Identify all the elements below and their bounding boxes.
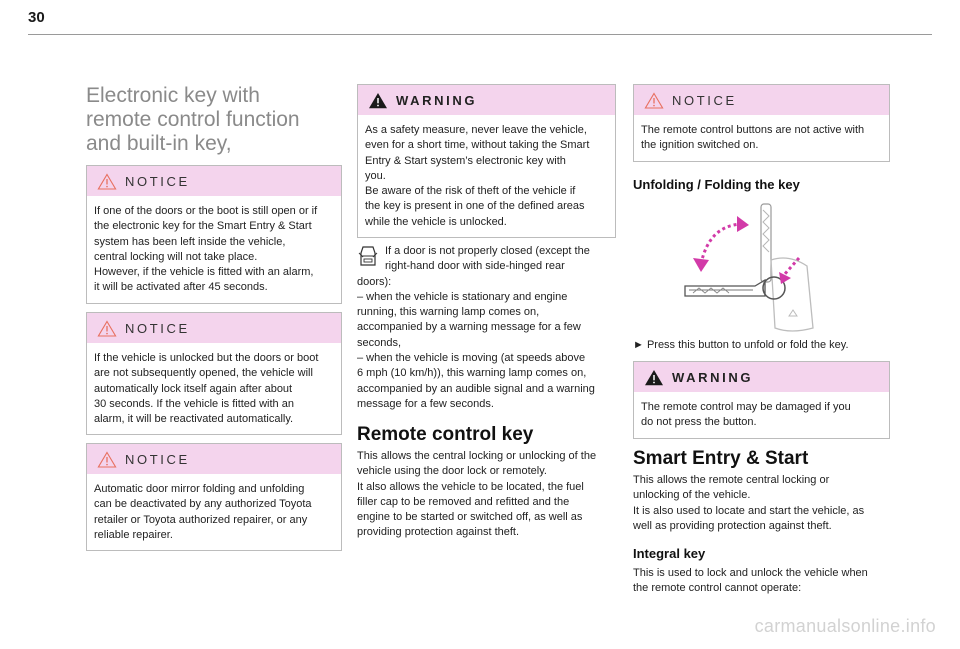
notice-label: NOTICE	[125, 173, 190, 189]
unfold-heading: Unfolding / Folding the key	[633, 177, 800, 192]
watermark: carmanualsonline.info	[754, 616, 936, 636]
smart-entry-heading: Smart Entry & Start	[633, 448, 809, 469]
notice-label: NOTICE	[125, 320, 190, 336]
notice-box	[633, 84, 890, 162]
top-rule	[28, 34, 932, 35]
notice-triangle-icon	[97, 173, 117, 190]
notice-label: NOTICE	[672, 92, 737, 108]
warning-box	[633, 361, 890, 439]
notice-box	[86, 165, 342, 304]
warning-text: As a safety measure, never leave the vehicle, even for a short time, without taking the Smart Entry & Start system’s electronic key with you. Be aware of the risk of theft of the vehicle if the key is present in one of the defined areas while the vehicle is unlocked.	[365, 124, 590, 228]
notice-triangle-icon	[97, 320, 117, 337]
door-warning-text: If a door is not properly closed (except the right-hand door with side-hinged rear doors): – when the vehicle is stationary and engine running, this warning lamp comes on, accompanied by a warning message for a few seconds, – when the vehicle is moving (at speeds above 6 mph (10 km/h)), this warning lamp comes on, accompanied by an audible signal and a warning message for a few seconds.	[357, 245, 595, 410]
remote-control-heading: Remote control key	[357, 424, 534, 445]
press-button-instruction: ► Press this button to unfold or fold the key.	[633, 339, 849, 351]
notice-box	[86, 312, 342, 435]
notice-text: If one of the doors or the boot is still open or if the electronic key for the Smart Entry & Start system has been left inside the vehicle, central locking will not take place. However, if the vehicle is fitted with an alarm, it will be activated after 45 seconds.	[94, 205, 318, 294]
notice-header	[87, 166, 341, 196]
notice-text: Automatic door mirror folding and unfolding can be deactivated by any authorized Toyota retailer or Toyota authorized repairer, or any reliable repairer.	[94, 483, 312, 541]
notice-header	[634, 85, 889, 115]
integral-key-text: This is used to lock and unlock the vehicle when the remote control cannot operate:	[633, 567, 868, 595]
warning-header	[634, 362, 889, 392]
door-open-warning-lamp-icon	[357, 244, 379, 270]
notice-text: The remote control buttons are not active with the ignition switched on.	[641, 124, 865, 152]
notice-box	[86, 443, 342, 551]
notice-label: NOTICE	[125, 451, 190, 467]
warning-label: WARNING	[672, 369, 754, 385]
warning-triangle-icon	[644, 369, 664, 386]
integral-key-heading: Integral key	[633, 546, 706, 561]
notice-triangle-icon	[644, 92, 664, 109]
key-fold-illustration	[679, 196, 849, 336]
page-title: Electronic key with remote control function and built-in key,	[86, 84, 300, 155]
warning-text: The remote control may be damaged if you do not press the button.	[641, 401, 851, 429]
warning-triangle-icon	[368, 92, 388, 109]
notice-header	[87, 313, 341, 343]
notice-triangle-icon	[97, 451, 117, 468]
warning-box	[357, 84, 616, 238]
warning-label: WARNING	[396, 92, 478, 108]
page-number: 30	[28, 9, 45, 26]
notice-text: If the vehicle is unlocked but the doors or boot are not subsequently opened, the vehicle will automatically lock itself again after about 30 seconds. If the vehicle is fitted with an alarm, it will be reactivated automatically.	[94, 352, 319, 426]
warning-header	[358, 85, 615, 115]
notice-header	[87, 444, 341, 474]
smart-entry-text: This allows the remote central locking or unlocking of the vehicle. It is also used to locate and start the vehicle, as well as providing protection against theft.	[633, 474, 865, 532]
remote-control-text: This allows the central locking or unlocking of the vehicle using the door lock or remotely. It also allows the vehicle to be located, the fuel filler cap to be removed and refitted and the engine to be started or switched off, as well as providing protection against theft.	[357, 450, 597, 539]
